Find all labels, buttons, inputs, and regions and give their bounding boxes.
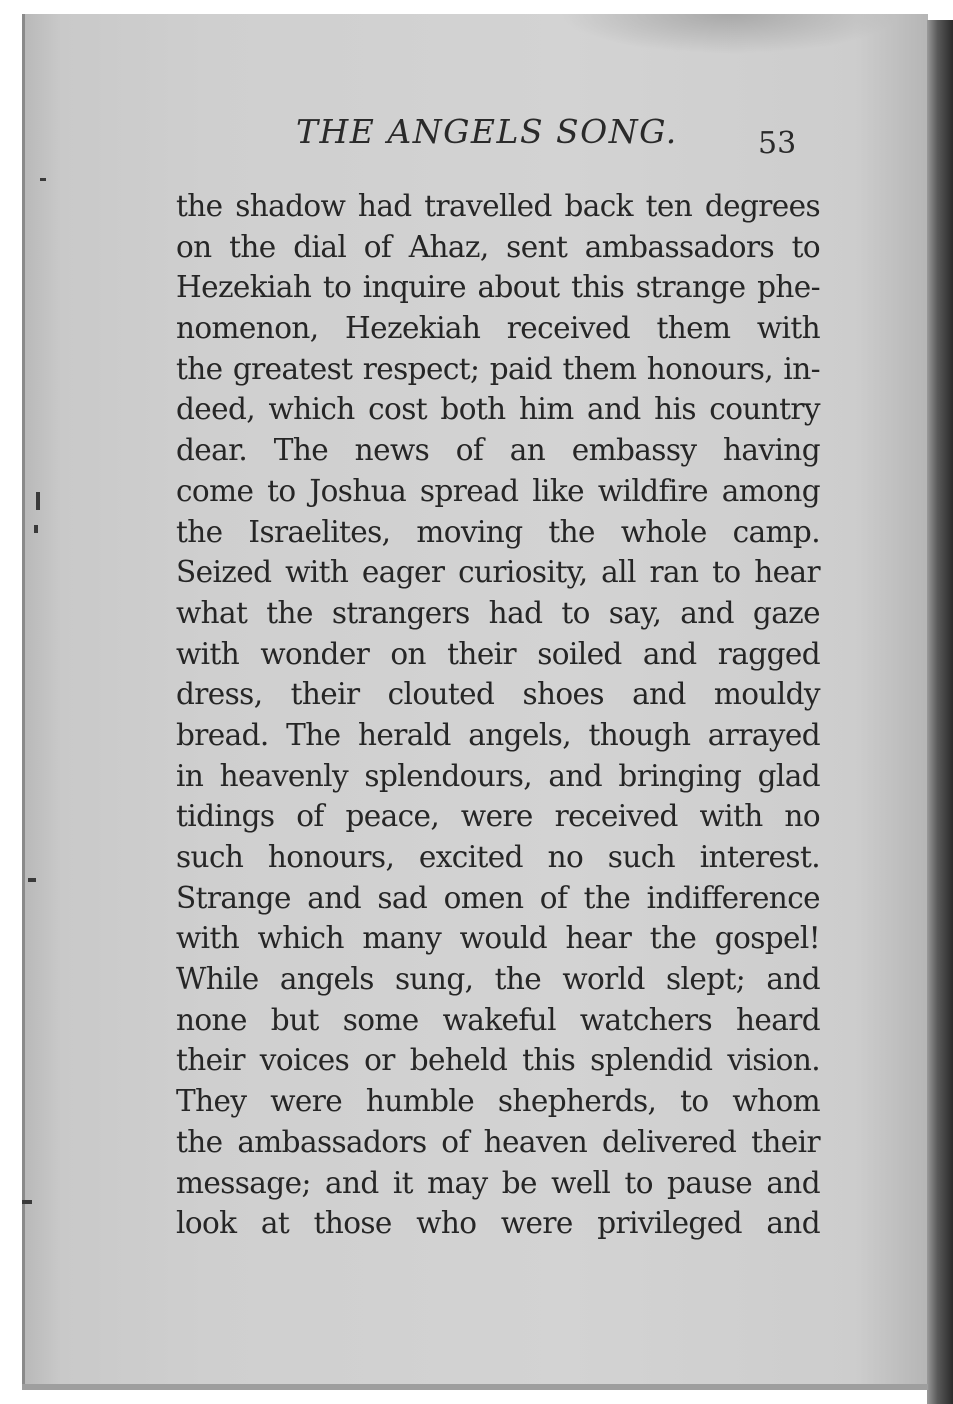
margin-mark [28,878,36,882]
text-line: dear. The news of an embassy having [176,433,820,468]
text-line: deed, which cost both him and his country [176,392,820,427]
text-line: their voices or beheld this splendid vision. [176,1043,820,1078]
page-header [296,112,806,162]
text-line: the Israelites, moving the whole camp. [176,514,820,549]
text-line: dress, their clouted shoes and mouldy [176,677,820,712]
text-line: with wonder on their soiled and ragged [176,636,820,671]
text-line: with which many would hear the gospel! [176,921,820,956]
running-title: THE ANGELS SONG. [296,112,678,151]
book-spine-edge [927,20,953,1404]
text-line: They were humble shepherds, to whom [176,1084,820,1119]
text-line: on the dial of Ahaz, sent ambassadors to [176,229,820,264]
text-line: nomenon, Hezekiah received them with [176,311,820,346]
text-line: in heavenly splendours, and bringing glad [176,758,820,793]
text-line: Strange and sad omen of the indifference [176,880,820,915]
text-line: come to Joshua spread like wildfire among [176,473,820,508]
text-line: what the strangers had to say, and gaze [176,595,820,630]
text-line: the ambassadors of heaven delivered their [176,1124,820,1159]
page-shadow [560,14,900,54]
margin-mark [22,1200,32,1204]
text-line: Hezekiah to inquire about this strange phe- [176,270,820,305]
text-line: look at those who were privileged and [176,1206,820,1241]
page-number: 53 [758,126,797,161]
text-line: the greatest respect; paid them honours, in- [176,351,820,386]
page-bottom-edge [22,1384,928,1390]
text-line: message; and it may be well to pause and [176,1165,820,1200]
text-line: Seized with eager curiosity, all ran to hear [176,555,820,590]
margin-mark [40,178,46,181]
margin-mark [34,525,38,533]
text-line: the shadow had travelled back ten degrees [176,189,820,223]
text-line: such honours, excited no such interest. [176,840,820,874]
body-text [176,186,820,1244]
text-line: tidings of peace, were received with no [176,799,820,834]
text-line: While angels sung, the world slept; and [176,962,820,997]
text-line: none but some wakeful watchers heard [176,1002,820,1037]
margin-mark [36,492,40,510]
text-line: bread. The herald angels, though arrayed [176,717,820,752]
